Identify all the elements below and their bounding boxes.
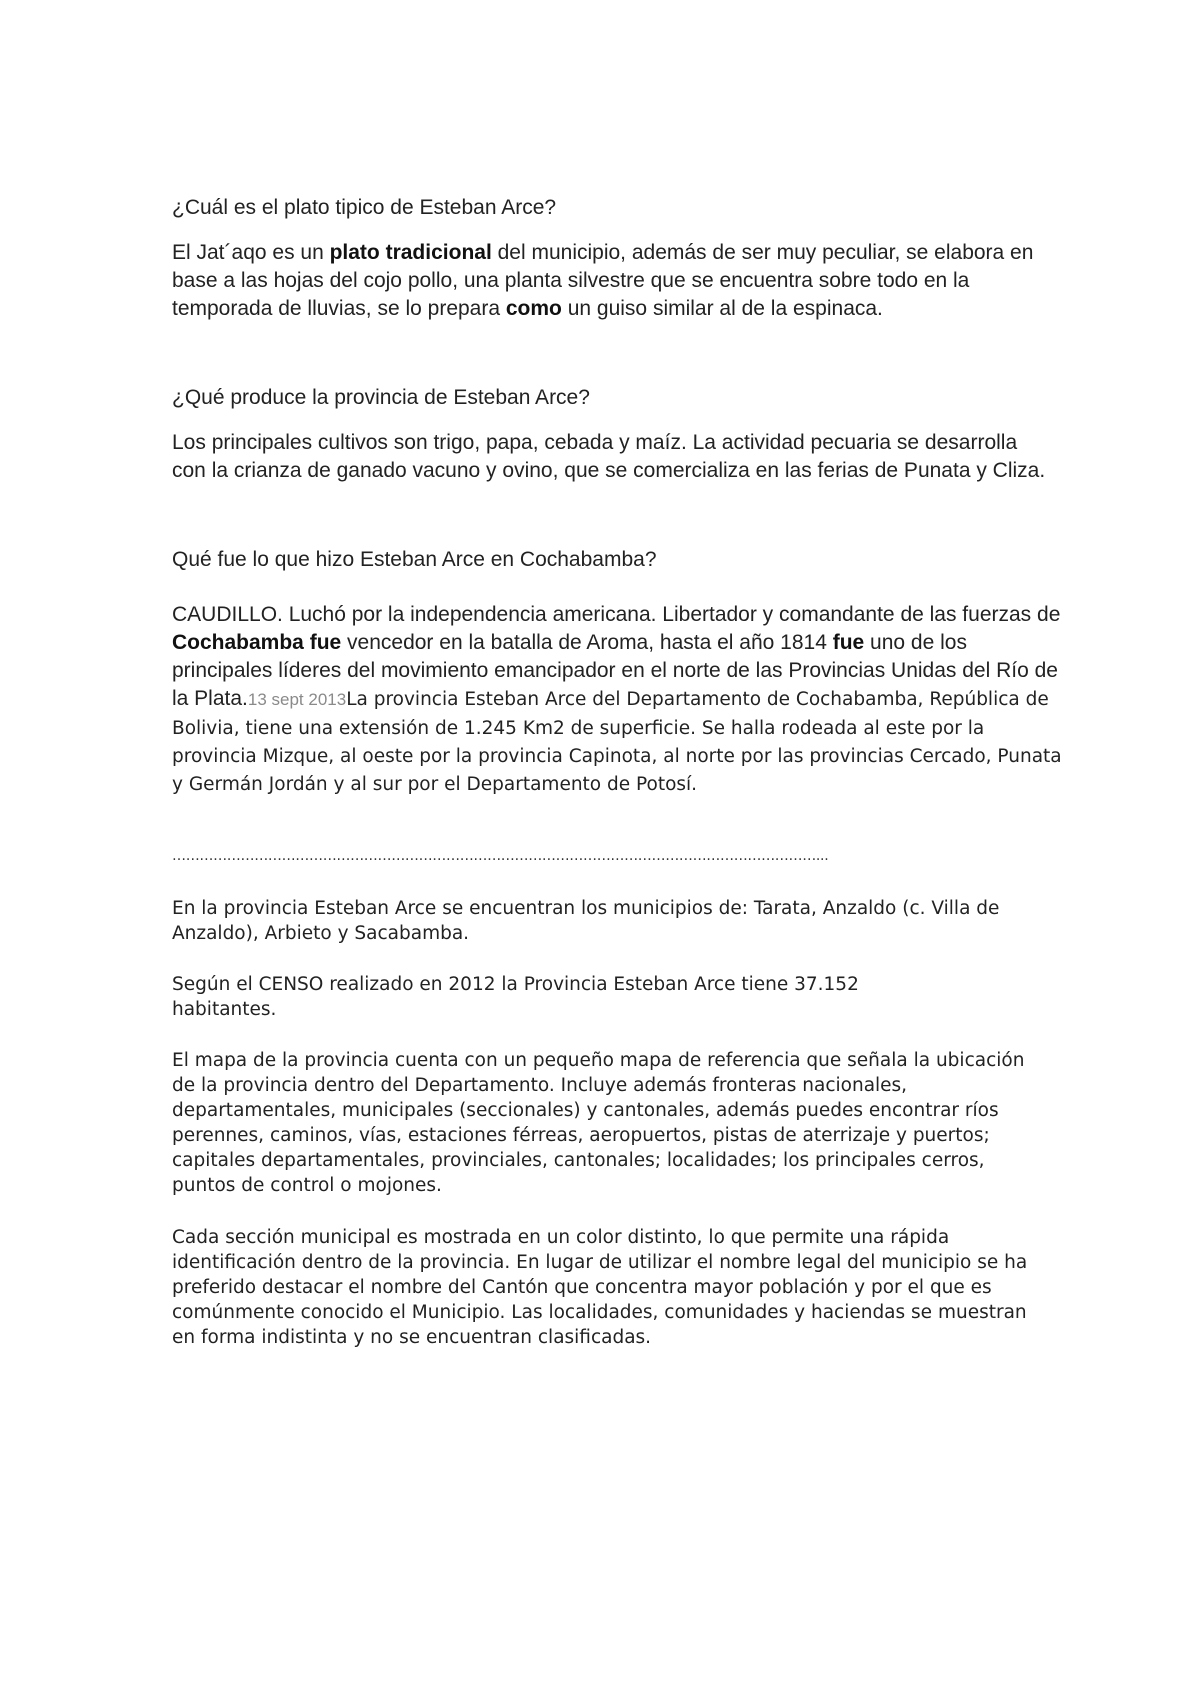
bold-como: como — [505, 297, 562, 320]
text-segment: uno de los principales líderes del movimiento emancipador en el norte de las Provincias Unidas del Río de la Plata. — [172, 631, 1058, 710]
question-que-hizo: Qué fue lo que hizo Esteban Arce en Cochabamba? — [172, 548, 657, 571]
paragraph-cultivos: Los principales cultivos son trigo, papa, cebada y maíz. La actividad pecuaria se desarrolla con la crianza de ganado vacuno y ovino, que se comercializa en las ferias de Punata y Cliza. — [172, 431, 1046, 482]
text-segment: CAUDILLO. Luchó por la independencia americana. Libertador y comandante de las fuerzas de — [172, 603, 1061, 626]
text-segment: un guiso similar al de la espinaca. — [561, 297, 883, 320]
paragraph-jataqo — [172, 239, 1052, 323]
bold-plato-tradicional: plato tradicional — [329, 241, 492, 264]
dotted-separator: ……………………………………………………………………………………………………………………………... — [172, 848, 829, 864]
paragraph-censo: Según el CENSO realizado en 2012 la Provincia Esteban Arce tiene 37.152 habitantes. — [172, 974, 859, 1020]
bold-fue: fue — [832, 631, 865, 654]
paragraph-seccion-municipal: Cada sección municipal es mostrada en un color distinto, lo que permite una rápida identificación dentro de la provincia. En lugar de utilizar el nombre legal del municipio se ha preferido destacar el nombre del Cantón que concentra mayor población y por el que es comúnmente conocido el Municipio. Las localidades, comunidades y haciendas se muestran en forma indistinta y no se encuentran clasificadas. — [172, 1227, 1028, 1348]
date-label: 13 sept 2013 — [247, 690, 347, 709]
text-segment: del municipio, además de ser muy peculiar, se elabora en base a las hojas del cojo pollo, una planta silvestre que se encuentra sobre todo en la temporada de lluvias, se lo prepara — [172, 241, 1034, 320]
question-produce: ¿Qué produce la provincia de Esteban Arce? — [172, 386, 590, 409]
text-segment-provincia: La provincia Esteban Arce del Departamento de Cochabamba, República de Bolivia, tiene una extensión de 1.245 Km2 de superficie. Se halla rodeada al este por la provincia Mizque, al oeste por la provincia Capinota, al norte por las provincias Cercado, Punata y Germán Jordán y al sur por el Departamento de Potosí. — [172, 689, 1062, 795]
paragraph-mapa: El mapa de la provincia cuenta con un pequeño mapa de referencia que señala la ubicación de la provincia dentro del Departamento. Incluye además fronteras nacionales, departamentales, municipales (seccionales) y cantonales, además puedes encontrar ríos perennes, caminos, vías, estaciones férreas, aeropuertos, pistas de aterrizaje y puertos; capitales departamentales, provinciales, cantonales; localidades; los principales cerros, puntos de control o mojones. — [172, 1050, 1025, 1196]
question-plato-tipico: ¿Cuál es el plato tipico de Esteban Arce? — [172, 196, 557, 219]
text-segment: vencedor en la batalla de Aroma, hasta el año 1814 — [341, 631, 833, 654]
bold-cochabamba-fue: Cochabamba fue — [172, 631, 342, 654]
paragraph-municipios: En la provincia Esteban Arce se encuentran los municipios de: Tarata, Anzaldo (c. Villa de Anzaldo), Arbieto y Sacabamba. — [172, 898, 1000, 944]
text-segment: El Jat´aqo es un — [172, 241, 330, 264]
paragraph-caudillo — [172, 601, 1072, 798]
